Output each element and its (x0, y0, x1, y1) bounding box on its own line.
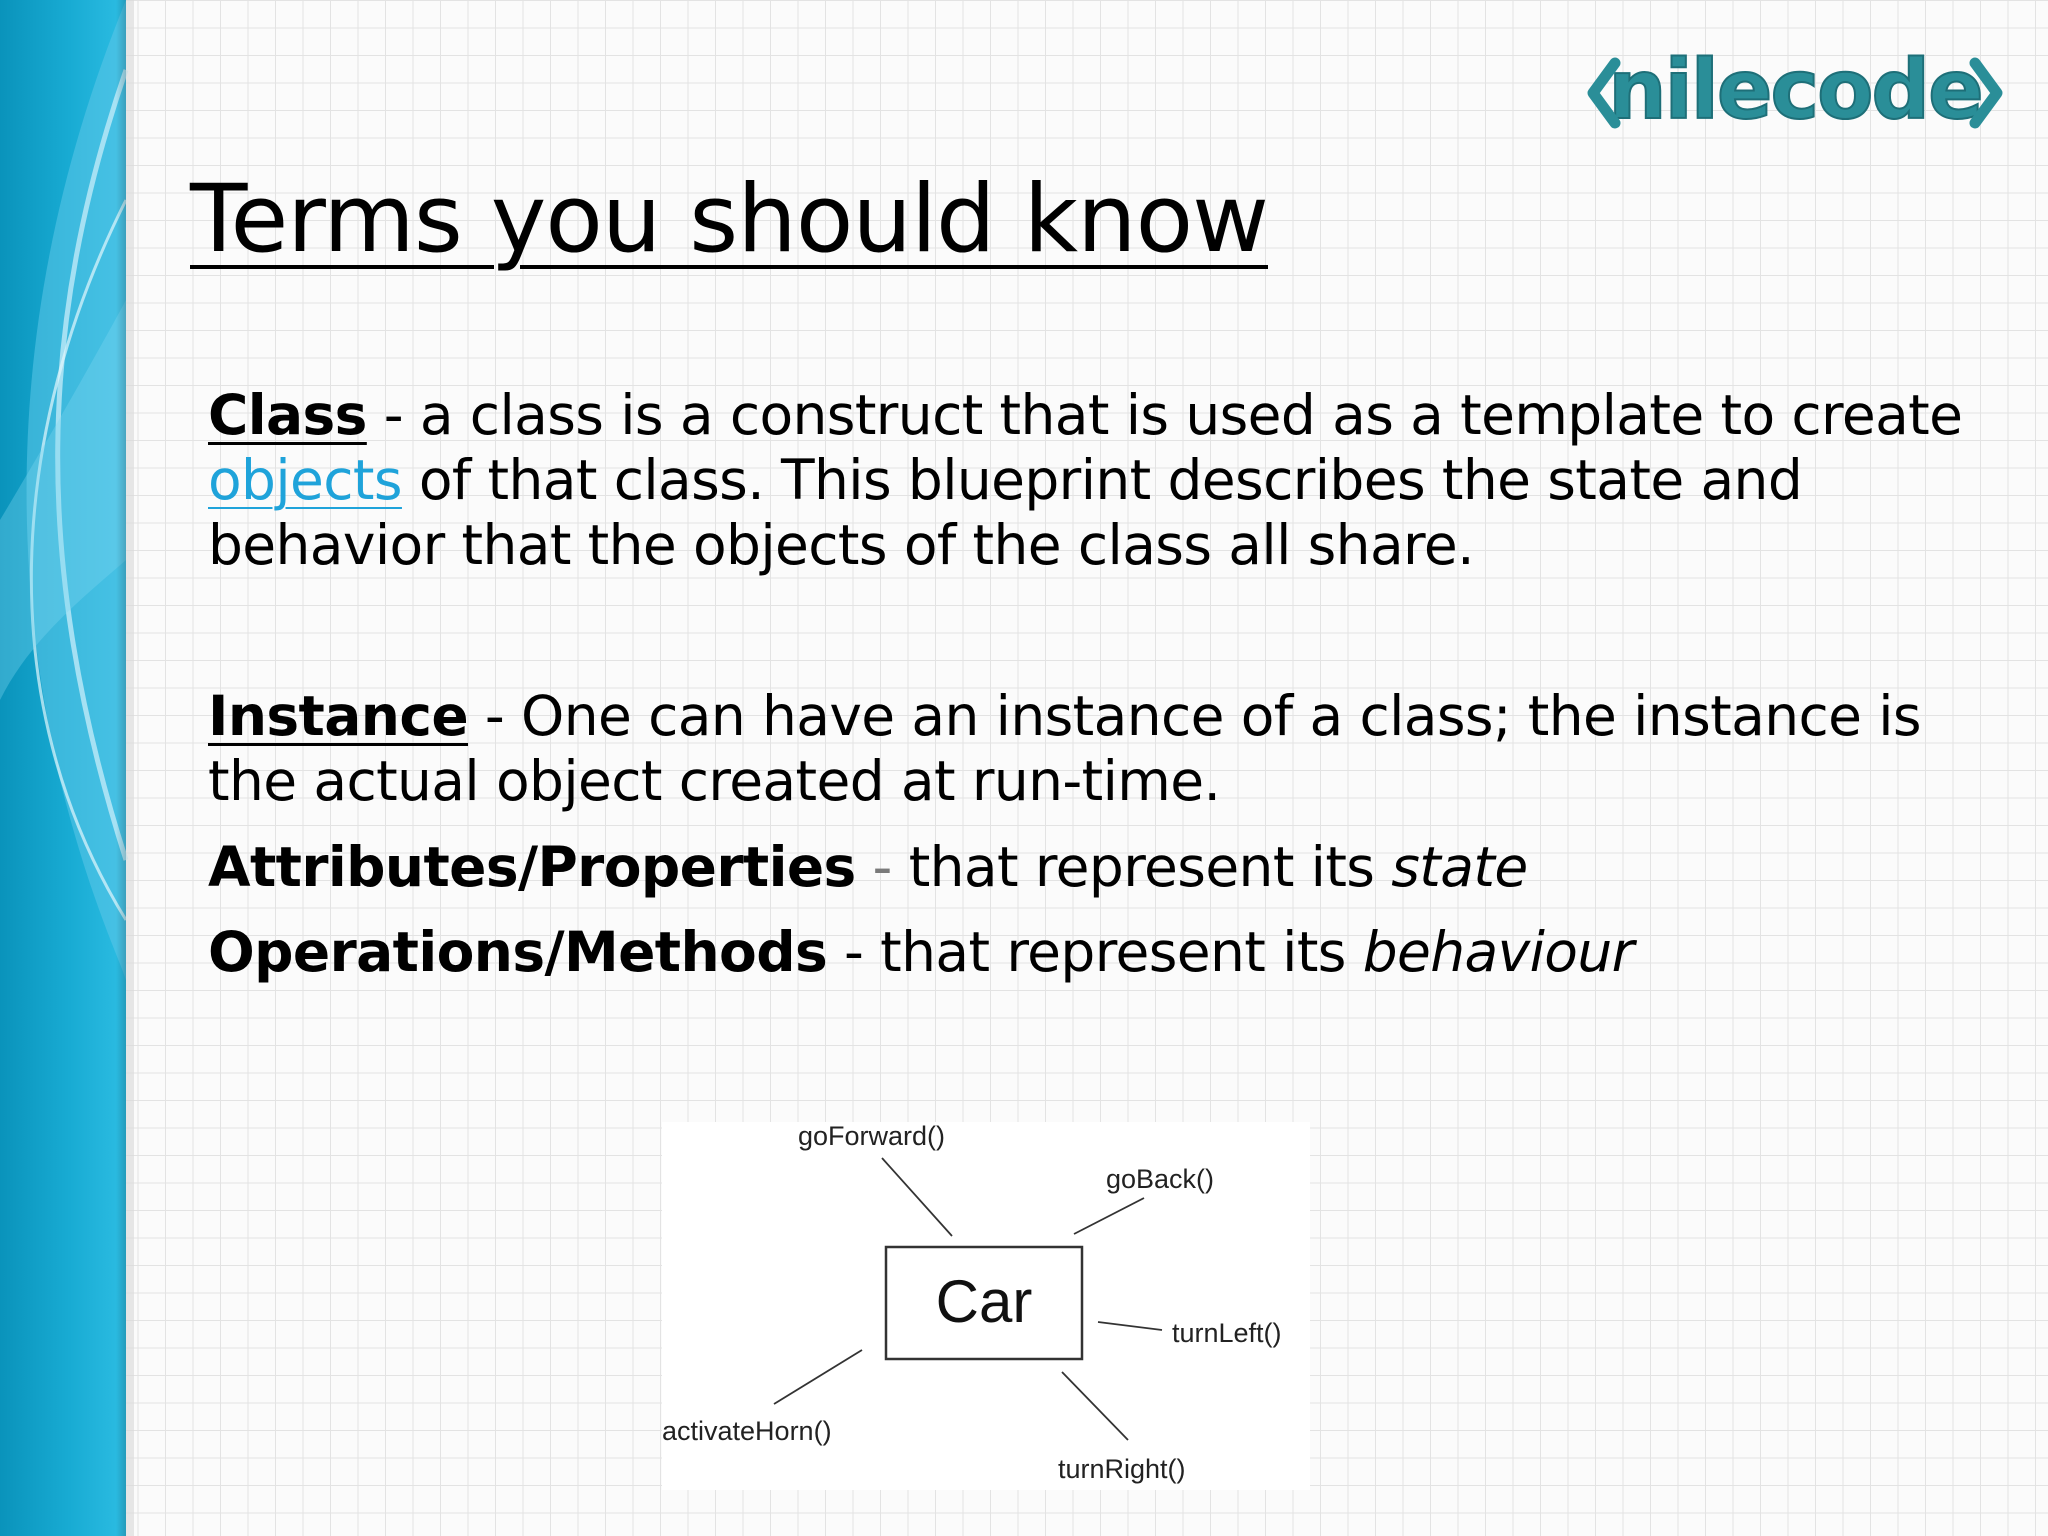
method-label-goback: goBack() (1106, 1164, 1215, 1194)
operations-emphasis: behaviour (1362, 920, 1634, 984)
instance-term: Instance (208, 684, 469, 748)
turnleft-connector (1098, 1322, 1162, 1330)
method-label-activatehorn: activateHorn() (662, 1416, 832, 1446)
instance-text: - One can have an instance of a class; the instance is the actual object created at run-time. (208, 684, 1921, 813)
turnright-connector (1062, 1372, 1128, 1440)
logo-text: nilecode (1608, 43, 1982, 138)
method-label-goforward: goForward() (798, 1122, 946, 1151)
car-label: Car (935, 1268, 1033, 1335)
objects-link[interactable]: objects (208, 448, 402, 512)
slide-title: Terms you should know (190, 165, 1268, 274)
activatehorn-connector (774, 1350, 862, 1404)
class-definition (208, 383, 1978, 578)
operations-definition (208, 920, 1978, 985)
instance-definition (208, 684, 1978, 814)
attributes-emphasis: state (1391, 835, 1528, 899)
method-label-turnright: turnRight() (1058, 1454, 1186, 1484)
left-decorative-band (0, 0, 134, 1536)
attributes-definition (208, 835, 1978, 900)
goforward-connector (882, 1158, 952, 1236)
method-label-turnleft: turnLeft() (1172, 1318, 1282, 1348)
attributes-dash: - (855, 835, 892, 899)
attributes-text: that represent its (891, 835, 1392, 899)
goback-connector (1074, 1198, 1144, 1234)
nilecode-logo (1585, 38, 2005, 138)
car-class-diagram (662, 1122, 1310, 1490)
class-term: Class (208, 383, 367, 447)
attributes-term: Attributes/Properties (208, 835, 856, 899)
operations-text: - that represent its (827, 920, 1363, 984)
operations-term: Operations/Methods (208, 920, 828, 984)
class-text-b: of that class. This blueprint describes the state and behavior that the objects of the class all share. (208, 448, 1803, 577)
class-text-a: - a class is a construct that is used as a template to create (366, 383, 1963, 447)
